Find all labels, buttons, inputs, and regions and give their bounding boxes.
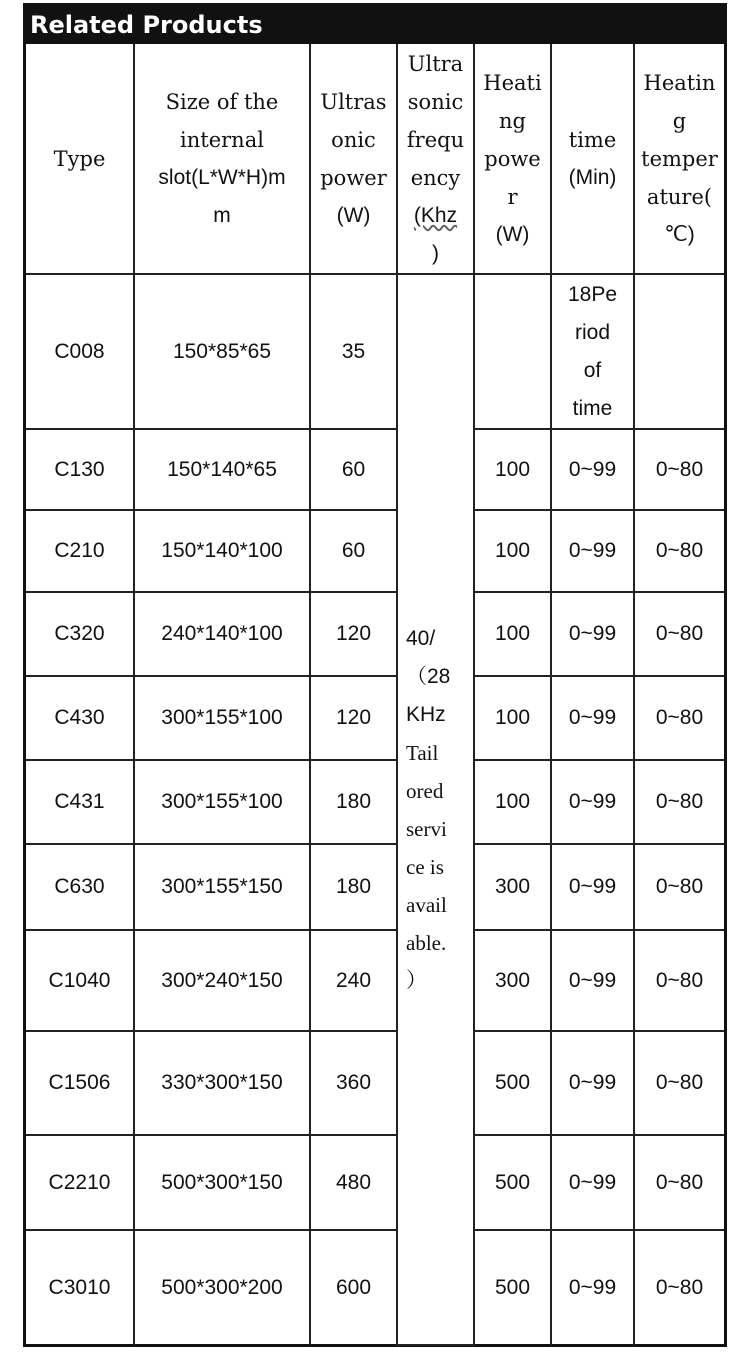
time-note-line: riod (574, 320, 611, 344)
cell-time: 0~99 (551, 1135, 634, 1230)
cell-type: C3010 (26, 1230, 134, 1345)
cell-heating-power (474, 274, 551, 429)
header-size-line: slot(L*W*H)m (158, 165, 286, 189)
cell-type: C008 (26, 274, 134, 429)
header-heatpow-line: powe (484, 146, 541, 171)
table-row (26, 676, 724, 760)
cell-type: C431 (26, 760, 134, 844)
cell-type: C1506 (26, 1031, 134, 1135)
cell-temperature: 0~80 (634, 760, 724, 844)
header-power (310, 44, 397, 274)
header-heattemp-line: g (672, 108, 687, 133)
header-time (551, 44, 634, 274)
header-type: Type (26, 44, 134, 274)
cell-power: 35 (310, 274, 397, 429)
frequency-note-line: 40/ (406, 626, 436, 650)
cell-temperature: 0~80 (634, 429, 724, 510)
header-freq-line: frequ (406, 127, 465, 152)
cell-size: 150*140*65 (134, 429, 310, 510)
header-size-line: internal (180, 127, 264, 152)
frequency-note-line: able. (406, 930, 447, 955)
cell-temperature (634, 274, 724, 429)
time-note-line: 18Pe (567, 282, 618, 306)
cell-power: 120 (310, 676, 397, 760)
cell-size: 240*140*100 (134, 592, 310, 676)
cell-power: 360 (310, 1031, 397, 1135)
cell-size: 150*85*65 (134, 274, 310, 429)
table-row (26, 844, 724, 930)
cell-frequency-merged (397, 274, 474, 1345)
frequency-note-line: ） (406, 968, 427, 992)
cell-power: 60 (310, 429, 397, 510)
frequency-note-line: KHz (406, 702, 446, 726)
cell-type: C210 (26, 510, 134, 592)
cell-time: 0~99 (551, 429, 634, 510)
cell-temperature: 0~80 (634, 1031, 724, 1135)
cell-type: C430 (26, 676, 134, 760)
time-note-line: of (583, 358, 602, 382)
header-heattemp-line: ℃) (664, 222, 695, 246)
cell-type: C630 (26, 844, 134, 930)
header-size-line: m (213, 203, 231, 227)
cell-heating-power: 500 (474, 1230, 551, 1345)
cell-heating-power: 100 (474, 510, 551, 592)
table-row (26, 510, 724, 592)
header-heattemp-line: Heatin (643, 70, 716, 95)
frequency-note-line: ored (406, 778, 444, 803)
header-freq-line: ) (432, 241, 439, 265)
cell-heating-power: 500 (474, 1135, 551, 1230)
cell-heating-power: 500 (474, 1031, 551, 1135)
header-power-line: power (320, 165, 387, 190)
cell-temperature: 0~80 (634, 930, 724, 1031)
header-freq-line: sonic (407, 89, 464, 114)
cell-type: C130 (26, 429, 134, 510)
cell-power: 480 (310, 1135, 397, 1230)
table-row (26, 274, 724, 429)
cell-size: 500*300*150 (134, 1135, 310, 1230)
header-heatpow-line: r (507, 184, 518, 209)
cell-time: 0~99 (551, 592, 634, 676)
cell-temperature: 0~80 (634, 1230, 724, 1345)
header-time-line: time (568, 127, 617, 152)
cell-time: 0~99 (551, 930, 634, 1031)
cell-heating-power: 100 (474, 676, 551, 760)
cell-type: C320 (26, 592, 134, 676)
header-heating-power (474, 44, 551, 274)
cell-power: 240 (310, 930, 397, 1031)
cell-heating-power: 300 (474, 930, 551, 1031)
header-heatpow-line: (W) (495, 222, 530, 246)
header-size-line: Size of the (165, 89, 279, 114)
table-row (26, 1135, 724, 1230)
cell-size: 330*300*150 (134, 1031, 310, 1135)
table-row (26, 1230, 724, 1345)
header-heatpow-line: Heati (483, 70, 542, 95)
header-freq-line: (Khz (413, 203, 458, 227)
header-row (26, 44, 724, 274)
table-row (26, 429, 724, 510)
cell-temperature: 0~80 (634, 844, 724, 930)
table-row (26, 1031, 724, 1135)
cell-time: 0~99 (551, 844, 634, 930)
header-heattemp-line: temper (641, 146, 718, 171)
cell-time: 0~99 (551, 760, 634, 844)
cell-time: 0~99 (551, 1031, 634, 1135)
header-freq-line: Ultra (407, 51, 464, 76)
header-time-line: (Min) (568, 165, 617, 189)
related-products-panel (23, 3, 727, 1347)
product-spec-table (26, 44, 724, 1346)
cell-size: 300*155*100 (134, 760, 310, 844)
time-note-line: time (572, 396, 613, 420)
header-freq-line: ency (410, 165, 461, 190)
cell-time: 0~99 (551, 676, 634, 760)
cell-size: 300*240*150 (134, 930, 310, 1031)
frequency-note-line: （28 (406, 664, 451, 688)
cell-type: C2210 (26, 1135, 134, 1230)
cell-heating-power: 100 (474, 760, 551, 844)
cell-size: 150*140*100 (134, 510, 310, 592)
header-power-line: (W) (336, 203, 371, 227)
cell-time (551, 274, 634, 429)
frequency-note-line: servi (406, 816, 447, 841)
cell-heating-power: 300 (474, 844, 551, 930)
cell-power: 60 (310, 510, 397, 592)
cell-size: 300*155*150 (134, 844, 310, 930)
header-frequency (397, 44, 474, 274)
cell-temperature: 0~80 (634, 592, 724, 676)
cell-size: 300*155*100 (134, 676, 310, 760)
cell-temperature: 0~80 (634, 1135, 724, 1230)
cell-temperature: 0~80 (634, 676, 724, 760)
section-title: Related Products (26, 6, 724, 44)
header-heatpow-line: ng (499, 108, 526, 133)
frequency-note-line: ce is (406, 854, 444, 879)
header-power-line: onic (331, 127, 376, 152)
cell-heating-power: 100 (474, 592, 551, 676)
header-heattemp-line: ature( (646, 184, 713, 209)
table-row (26, 760, 724, 844)
header-power-line: Ultras (320, 89, 387, 114)
cell-heating-power: 100 (474, 429, 551, 510)
cell-power: 180 (310, 844, 397, 930)
header-size (134, 44, 310, 274)
cell-size: 500*300*200 (134, 1230, 310, 1345)
table-row (26, 930, 724, 1031)
cell-power: 120 (310, 592, 397, 676)
cell-time: 0~99 (551, 510, 634, 592)
cell-power: 600 (310, 1230, 397, 1345)
table-row (26, 592, 724, 676)
cell-time: 0~99 (551, 1230, 634, 1345)
cell-power: 180 (310, 760, 397, 844)
frequency-note-line: Tail (406, 740, 439, 765)
header-heating-temperature (634, 44, 724, 274)
cell-type: C1040 (26, 930, 134, 1031)
cell-temperature: 0~80 (634, 510, 724, 592)
frequency-note-line: avail (406, 892, 447, 917)
